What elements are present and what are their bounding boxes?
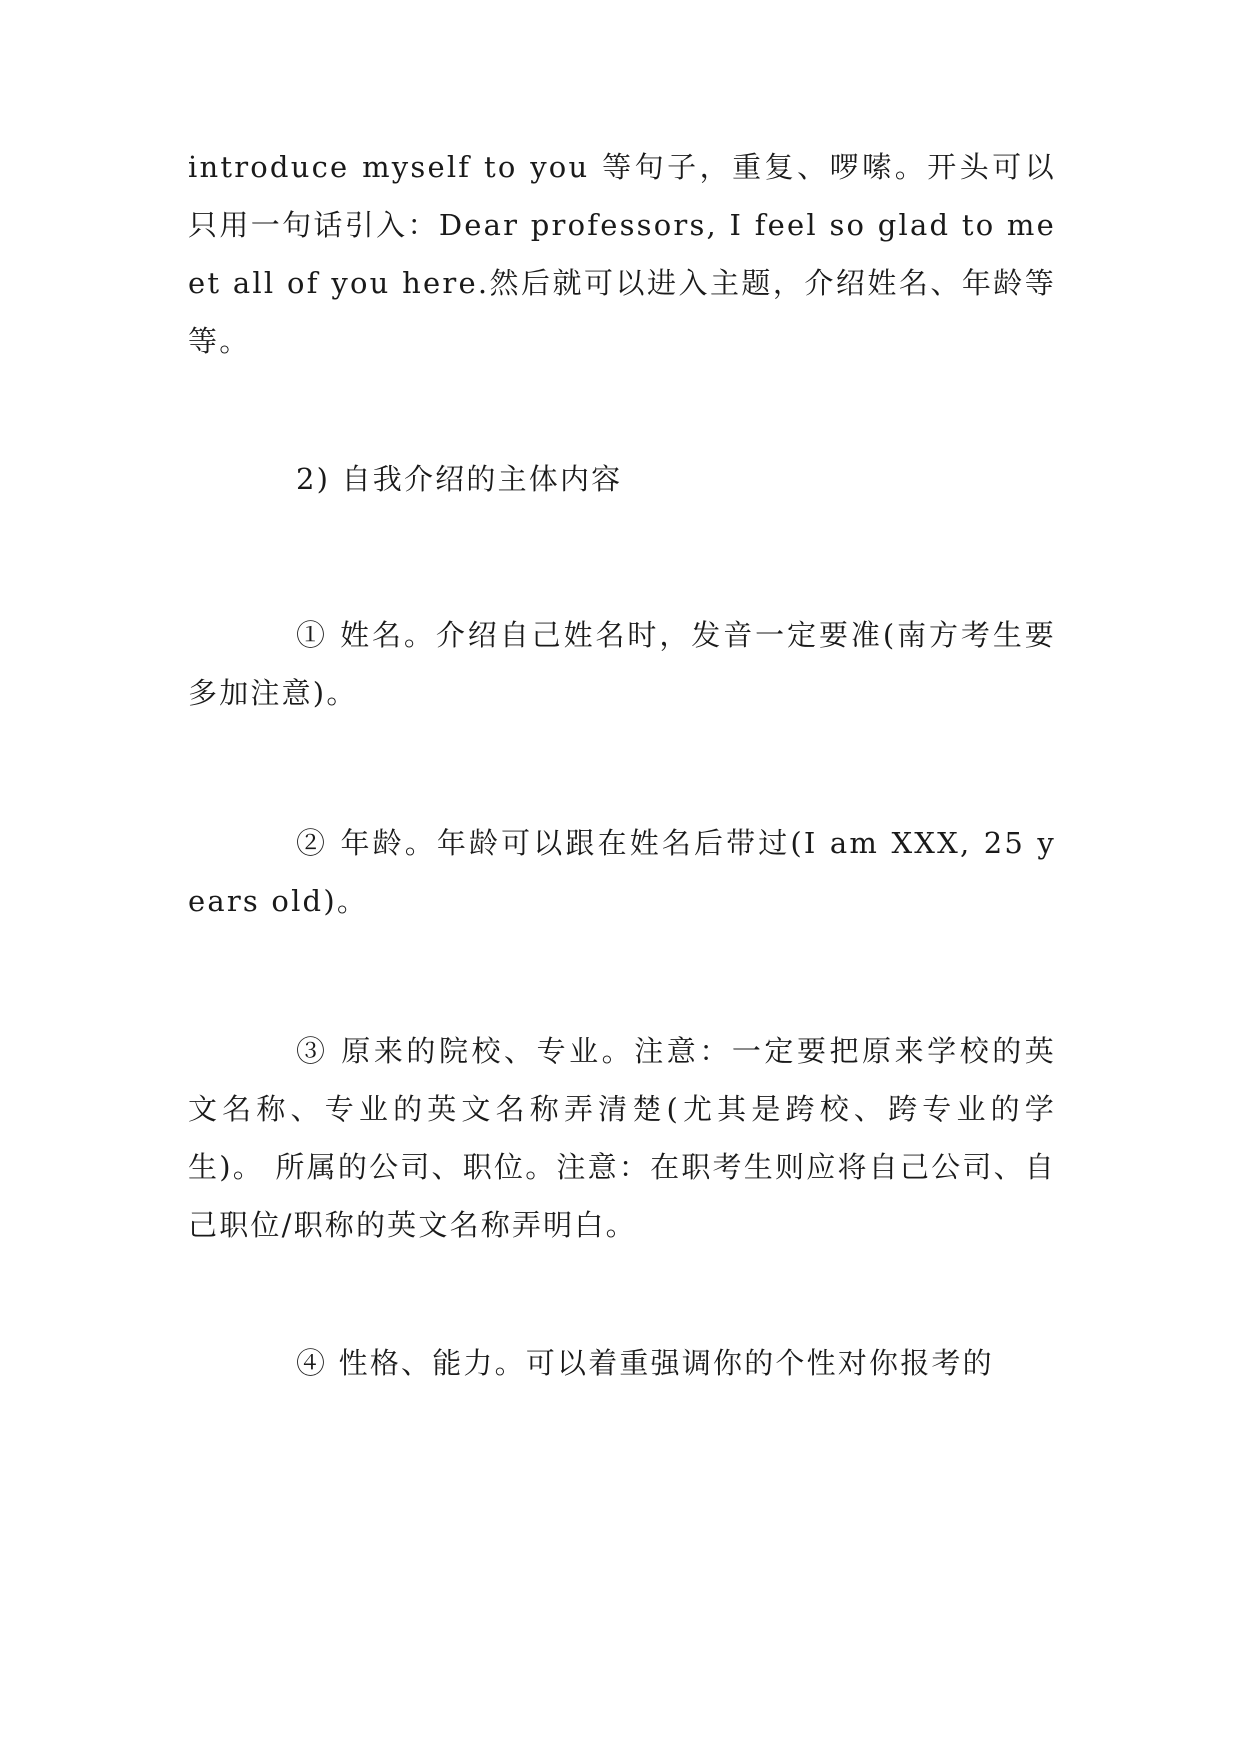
list-item-age: ② 年龄。年龄可以跟在姓名后带过(I am XXX, 25 years old)。 <box>188 826 1056 918</box>
list-item-school: ③ 原来的院校、专业。注意：一定要把原来学校的英文名称、专业的英文名称弄清楚(尤其是跨校、跨专业的学生)。 所属的公司、职位。注意：在职考生则应将自己公司、自己职位/职称的英文名称弄明白。 <box>188 1034 1056 1242</box>
list-item-name: ① 姓名。介绍自己姓名时，发音一定要准(南方考生要多加注意)。 <box>188 618 1056 710</box>
paragraph-intro-advice: introduce myself to you 等句子，重复、啰嗦。开头可以只用一句话引入：Dear professors, I feel so glad to meet all of you here.然后就可以进入主题，介绍姓名、年龄等等。 <box>188 150 1056 358</box>
section-heading: 2) 自我介绍的主体内容 <box>296 462 623 496</box>
list-item-personality: ④ 性格、能力。可以着重强调你的个性对你报考的 <box>296 1346 994 1380</box>
